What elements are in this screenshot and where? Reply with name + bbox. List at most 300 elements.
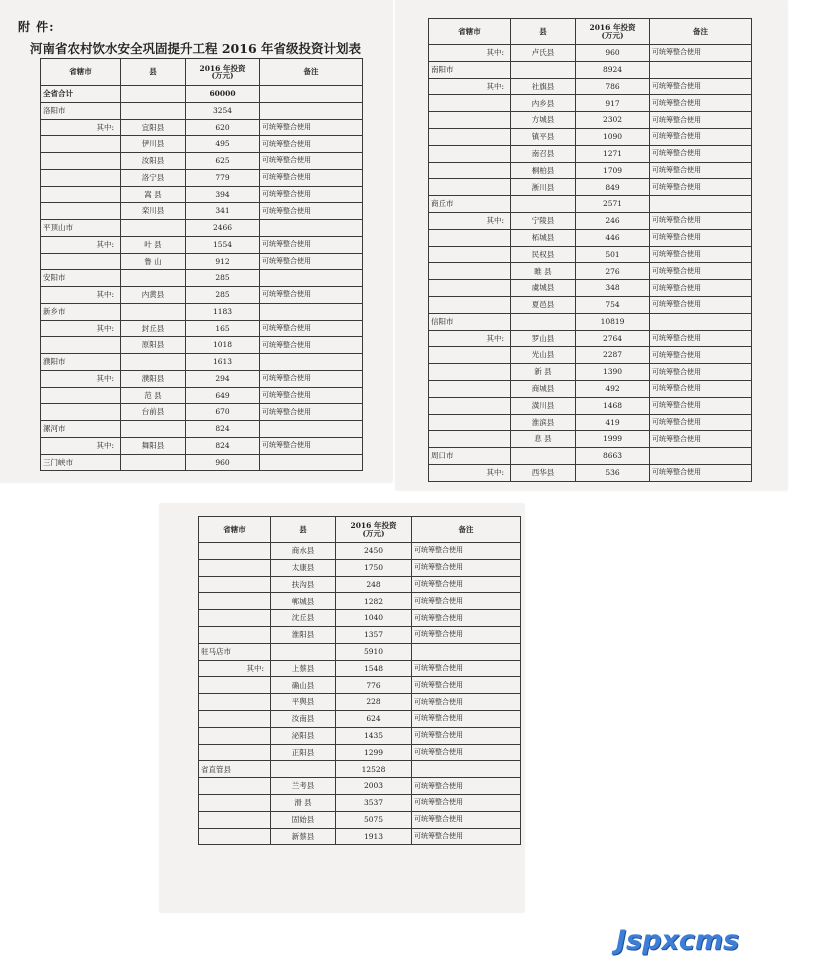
city-cell [429, 414, 511, 431]
county-cell: 嵩 县 [121, 186, 186, 203]
county-cell [121, 421, 186, 438]
investment-cell: 2287 [576, 347, 650, 364]
table-row [41, 119, 363, 136]
city-cell [41, 253, 121, 270]
header-investment-year: 2016 年投资 [350, 521, 397, 530]
note-cell: 可统筹整合使用 [260, 387, 363, 404]
investment-cell: 165 [186, 320, 260, 337]
investment-cell: 786 [576, 78, 650, 95]
investment-cell: 394 [186, 186, 260, 203]
city-cell [429, 364, 511, 381]
city-cell [199, 626, 271, 643]
investment-cell: 912 [186, 253, 260, 270]
investment-cell: 1040 [336, 610, 412, 627]
investment-cell: 1357 [336, 626, 412, 643]
county-cell: 新 县 [511, 364, 576, 381]
table-body [41, 86, 363, 471]
header-county: 县 [121, 59, 186, 86]
city-cell: 信阳市 [429, 313, 511, 330]
note-cell [650, 61, 752, 78]
city-cell: 其中: [41, 119, 121, 136]
header-investment-year: 2016 年投资 [589, 23, 636, 32]
county-cell: 汝阳县 [121, 153, 186, 170]
investment-cell: 10819 [576, 313, 650, 330]
note-cell: 可统筹整合使用 [650, 78, 752, 95]
header-note: 备注 [412, 517, 521, 543]
investment-cell: 285 [186, 270, 260, 287]
note-cell [260, 270, 363, 287]
note-cell: 可统筹整合使用 [260, 186, 363, 203]
investment-cell: 501 [576, 246, 650, 263]
investment-cell: 1183 [186, 303, 260, 320]
table-row [41, 421, 363, 438]
note-cell: 可统筹整合使用 [412, 744, 521, 761]
county-cell: 郸城县 [271, 593, 336, 610]
county-cell: 社旗县 [511, 78, 576, 95]
investment-cell: 776 [336, 677, 412, 694]
note-cell [260, 86, 363, 103]
table-row [429, 212, 752, 229]
note-cell: 可统筹整合使用 [412, 610, 521, 627]
investment-cell: 754 [576, 296, 650, 313]
investment-cell: 620 [186, 119, 260, 136]
table-row [41, 153, 363, 170]
table-row [41, 320, 363, 337]
note-cell [260, 102, 363, 119]
table-row [199, 593, 521, 610]
investment-cell: 670 [186, 404, 260, 421]
note-cell: 可统筹整合使用 [260, 370, 363, 387]
county-cell: 汝南县 [271, 710, 336, 727]
city-cell: 周口市 [429, 448, 511, 465]
city-cell: 其中: [429, 78, 511, 95]
investment-cell: 1390 [576, 364, 650, 381]
county-cell: 太康县 [271, 559, 336, 576]
note-cell: 可统筹整合使用 [650, 95, 752, 112]
table-row [199, 811, 521, 828]
note-cell: 可统筹整合使用 [260, 169, 363, 186]
investment-cell: 960 [186, 454, 260, 471]
county-cell: 泌阳县 [271, 727, 336, 744]
note-cell: 可统筹整合使用 [260, 320, 363, 337]
county-cell: 商水县 [271, 543, 336, 560]
investment-cell: 1090 [576, 128, 650, 145]
investment-cell: 824 [186, 421, 260, 438]
table-row [41, 287, 363, 304]
document-title: 河南省农村饮水安全巩固提升工程 2016 年省级投资计划表 [30, 41, 361, 56]
investment-cell: 1999 [576, 431, 650, 448]
city-cell: 其中: [429, 464, 511, 481]
note-cell: 可统筹整合使用 [650, 280, 752, 297]
table-row [429, 414, 752, 431]
county-cell [121, 220, 186, 237]
county-cell: 罗山县 [511, 330, 576, 347]
table-row [429, 313, 752, 330]
city-cell: 其中: [199, 660, 271, 677]
investment-cell: 2764 [576, 330, 650, 347]
city-cell: 其中: [41, 320, 121, 337]
county-cell: 淅川县 [511, 179, 576, 196]
table-row [429, 229, 752, 246]
table-row [199, 610, 521, 627]
investment-table-2 [428, 18, 752, 482]
note-cell [260, 421, 363, 438]
note-cell: 可统筹整合使用 [650, 431, 752, 448]
note-cell: 可统筹整合使用 [412, 727, 521, 744]
table-row [41, 270, 363, 287]
table-row [199, 677, 521, 694]
city-cell [41, 404, 121, 421]
county-cell: 沈丘县 [271, 610, 336, 627]
investment-cell: 3537 [336, 794, 412, 811]
header-county: 县 [511, 19, 576, 45]
note-cell: 可统筹整合使用 [650, 212, 752, 229]
city-cell: 省直管县 [199, 761, 271, 778]
note-cell [260, 354, 363, 371]
note-cell: 可统筹整合使用 [650, 296, 752, 313]
city-cell: 其中: [41, 437, 121, 454]
table-row [429, 145, 752, 162]
county-cell: 濮阳县 [121, 370, 186, 387]
city-cell: 商丘市 [429, 196, 511, 213]
table-header-row [41, 59, 363, 86]
note-cell: 可统筹整合使用 [412, 811, 521, 828]
city-cell [429, 246, 511, 263]
county-cell: 民权县 [511, 246, 576, 263]
table-row [429, 364, 752, 381]
city-cell [41, 337, 121, 354]
table-row [41, 354, 363, 371]
city-cell [429, 128, 511, 145]
note-cell: 可统筹整合使用 [260, 404, 363, 421]
note-cell [412, 643, 521, 660]
note-cell: 可统筹整合使用 [650, 145, 752, 162]
site-watermark-logo: Jspxcms [616, 925, 740, 956]
county-cell: 内黄县 [121, 287, 186, 304]
note-cell: 可统筹整合使用 [412, 559, 521, 576]
table-row [429, 263, 752, 280]
city-cell [429, 380, 511, 397]
investment-cell: 2450 [336, 543, 412, 560]
investment-cell: 917 [576, 95, 650, 112]
investment-cell: 624 [336, 710, 412, 727]
county-cell: 淮阳县 [271, 626, 336, 643]
note-cell: 可统筹整合使用 [412, 677, 521, 694]
note-cell: 可统筹整合使用 [412, 660, 521, 677]
city-cell: 其中: [41, 287, 121, 304]
county-cell: 淮滨县 [511, 414, 576, 431]
table-row [429, 296, 752, 313]
investment-cell: 285 [186, 287, 260, 304]
table-row [199, 559, 521, 576]
investment-cell: 824 [186, 437, 260, 454]
table-row [429, 112, 752, 129]
city-cell [199, 610, 271, 627]
investment-cell: 248 [336, 576, 412, 593]
table-row [429, 179, 752, 196]
table-row [429, 397, 752, 414]
county-cell: 伊川县 [121, 136, 186, 153]
county-cell: 新蔡县 [271, 828, 336, 845]
table-row [41, 220, 363, 237]
table-row [199, 576, 521, 593]
county-cell: 宜阳县 [121, 119, 186, 136]
city-cell [429, 95, 511, 112]
table-row [429, 78, 752, 95]
county-cell [121, 303, 186, 320]
note-cell: 可统筹整合使用 [412, 694, 521, 711]
header-investment-unit: (万元) [362, 528, 385, 538]
table-row [429, 162, 752, 179]
city-cell [429, 263, 511, 280]
note-cell: 可统筹整合使用 [412, 593, 521, 610]
investment-cell: 1709 [576, 162, 650, 179]
note-cell: 可统筹整合使用 [412, 576, 521, 593]
county-cell: 桐柏县 [511, 162, 576, 179]
county-cell: 虞城县 [511, 280, 576, 297]
county-cell: 柘城县 [511, 229, 576, 246]
note-cell: 可统筹整合使用 [650, 128, 752, 145]
city-cell [429, 280, 511, 297]
table-row [41, 186, 363, 203]
investment-cell: 2302 [576, 112, 650, 129]
table-header-row [199, 517, 521, 543]
investment-table-3 [198, 516, 521, 845]
table-row [429, 347, 752, 364]
table-row [429, 128, 752, 145]
investment-cell: 1018 [186, 337, 260, 354]
note-cell: 可统筹整合使用 [260, 203, 363, 220]
city-cell [429, 112, 511, 129]
note-cell: 可统筹整合使用 [412, 710, 521, 727]
note-cell: 可统筹整合使用 [412, 778, 521, 795]
city-cell: 其中: [41, 370, 121, 387]
table-row [199, 710, 521, 727]
note-cell: 可统筹整合使用 [260, 253, 363, 270]
table-row [429, 380, 752, 397]
note-cell: 可统筹整合使用 [412, 794, 521, 811]
table-row [199, 660, 521, 677]
county-cell: 睢 县 [511, 263, 576, 280]
city-cell [429, 229, 511, 246]
city-cell [199, 543, 271, 560]
table-row [41, 337, 363, 354]
note-cell: 可统筹整合使用 [650, 347, 752, 364]
city-cell: 新乡市 [41, 303, 121, 320]
city-cell: 平顶山市 [41, 220, 121, 237]
investment-cell: 1913 [336, 828, 412, 845]
note-cell: 可统筹整合使用 [650, 246, 752, 263]
investment-cell: 2466 [186, 220, 260, 237]
county-cell [121, 270, 186, 287]
county-cell [511, 61, 576, 78]
county-cell: 舞阳县 [121, 437, 186, 454]
table-row [199, 727, 521, 744]
investment-cell: 1613 [186, 354, 260, 371]
investment-cell: 492 [576, 380, 650, 397]
note-cell [260, 454, 363, 471]
table-row [429, 330, 752, 347]
city-cell: 濮阳市 [41, 354, 121, 371]
county-cell: 平舆县 [271, 694, 336, 711]
table-row [429, 246, 752, 263]
investment-cell: 2571 [576, 196, 650, 213]
city-cell: 安阳市 [41, 270, 121, 287]
note-cell: 可统筹整合使用 [650, 414, 752, 431]
city-cell [429, 145, 511, 162]
investment-cell: 276 [576, 263, 650, 280]
county-cell: 扶沟县 [271, 576, 336, 593]
note-cell: 可统筹整合使用 [260, 153, 363, 170]
county-cell: 方城县 [511, 112, 576, 129]
investment-cell: 60000 [186, 86, 260, 103]
investment-cell: 1435 [336, 727, 412, 744]
investment-cell: 1271 [576, 145, 650, 162]
investment-cell: 779 [186, 169, 260, 186]
table-body [429, 45, 752, 482]
county-cell [511, 448, 576, 465]
city-cell [41, 203, 121, 220]
note-cell [650, 313, 752, 330]
table-row [429, 280, 752, 297]
city-cell: 其中: [41, 236, 121, 253]
table-row [199, 694, 521, 711]
note-cell: 可统筹整合使用 [650, 397, 752, 414]
table-row [199, 744, 521, 761]
table-row [199, 626, 521, 643]
city-cell: 漯河市 [41, 421, 121, 438]
note-cell: 可统筹整合使用 [260, 437, 363, 454]
table-row [199, 828, 521, 845]
county-cell: 固始县 [271, 811, 336, 828]
county-cell: 息 县 [511, 431, 576, 448]
city-cell [199, 677, 271, 694]
note-cell: 可统筹整合使用 [650, 112, 752, 129]
investment-cell: 536 [576, 464, 650, 481]
table-row [429, 448, 752, 465]
city-cell: 南阳市 [429, 61, 511, 78]
note-cell: 可统筹整合使用 [650, 45, 752, 62]
investment-cell: 1468 [576, 397, 650, 414]
table-row [429, 431, 752, 448]
investment-cell: 1750 [336, 559, 412, 576]
table-row [41, 203, 363, 220]
county-cell: 西华县 [511, 464, 576, 481]
note-cell: 可统筹整合使用 [412, 543, 521, 560]
header-note: 备注 [650, 19, 752, 45]
table-row [199, 543, 521, 560]
note-cell [412, 761, 521, 778]
investment-cell: 8924 [576, 61, 650, 78]
table-row [429, 196, 752, 213]
investment-cell: 348 [576, 280, 650, 297]
city-cell [429, 397, 511, 414]
note-cell [260, 220, 363, 237]
county-cell: 宁陵县 [511, 212, 576, 229]
header-investment [186, 59, 260, 86]
header-city: 省辖市 [429, 19, 511, 45]
city-cell [41, 136, 121, 153]
county-cell: 封丘县 [121, 320, 186, 337]
note-cell: 可统筹整合使用 [650, 380, 752, 397]
county-cell: 卢氏县 [511, 45, 576, 62]
county-cell [121, 102, 186, 119]
investment-cell: 419 [576, 414, 650, 431]
header-city: 省辖市 [199, 517, 271, 543]
note-cell: 可统筹整合使用 [260, 136, 363, 153]
note-cell: 可统筹整合使用 [260, 119, 363, 136]
investment-cell: 1554 [186, 236, 260, 253]
investment-cell: 849 [576, 179, 650, 196]
investment-cell: 294 [186, 370, 260, 387]
city-cell [429, 179, 511, 196]
city-cell [41, 186, 121, 203]
note-cell [650, 196, 752, 213]
county-cell [271, 761, 336, 778]
investment-cell: 5910 [336, 643, 412, 660]
city-cell [199, 744, 271, 761]
investment-cell: 446 [576, 229, 650, 246]
county-cell: 南召县 [511, 145, 576, 162]
note-cell: 可统筹整合使用 [412, 626, 521, 643]
table-row [199, 761, 521, 778]
city-cell [199, 694, 271, 711]
county-cell: 镇平县 [511, 128, 576, 145]
city-cell [429, 296, 511, 313]
note-cell: 可统筹整合使用 [260, 287, 363, 304]
table-row [429, 61, 752, 78]
county-cell [121, 354, 186, 371]
note-cell [650, 448, 752, 465]
note-cell: 可统筹整合使用 [650, 229, 752, 246]
table-row [199, 794, 521, 811]
table-row [41, 370, 363, 387]
county-cell [511, 313, 576, 330]
attachment-label: 附 件: [18, 20, 55, 34]
city-cell [199, 710, 271, 727]
city-cell: 其中: [429, 45, 511, 62]
investment-cell: 625 [186, 153, 260, 170]
investment-table-1 [40, 58, 363, 471]
city-cell [199, 593, 271, 610]
header-note: 备注 [260, 59, 363, 86]
investment-cell: 1282 [336, 593, 412, 610]
county-cell: 商城县 [511, 380, 576, 397]
investment-cell: 228 [336, 694, 412, 711]
table-row [41, 437, 363, 454]
investment-cell: 341 [186, 203, 260, 220]
table-row [199, 643, 521, 660]
note-cell: 可统筹整合使用 [260, 337, 363, 354]
note-cell: 可统筹整合使用 [650, 464, 752, 481]
investment-cell: 649 [186, 387, 260, 404]
investment-cell: 2003 [336, 778, 412, 795]
table-row [41, 404, 363, 421]
table-row [199, 778, 521, 795]
investment-cell: 12528 [336, 761, 412, 778]
city-cell: 其中: [429, 330, 511, 347]
table-body [199, 543, 521, 845]
county-cell: 兰考县 [271, 778, 336, 795]
header-county: 县 [271, 517, 336, 543]
city-cell [429, 162, 511, 179]
city-cell [41, 387, 121, 404]
city-cell: 驻马店市 [199, 643, 271, 660]
table-row [429, 95, 752, 112]
city-cell [199, 778, 271, 795]
table-row [429, 45, 752, 62]
county-cell: 滑 县 [271, 794, 336, 811]
